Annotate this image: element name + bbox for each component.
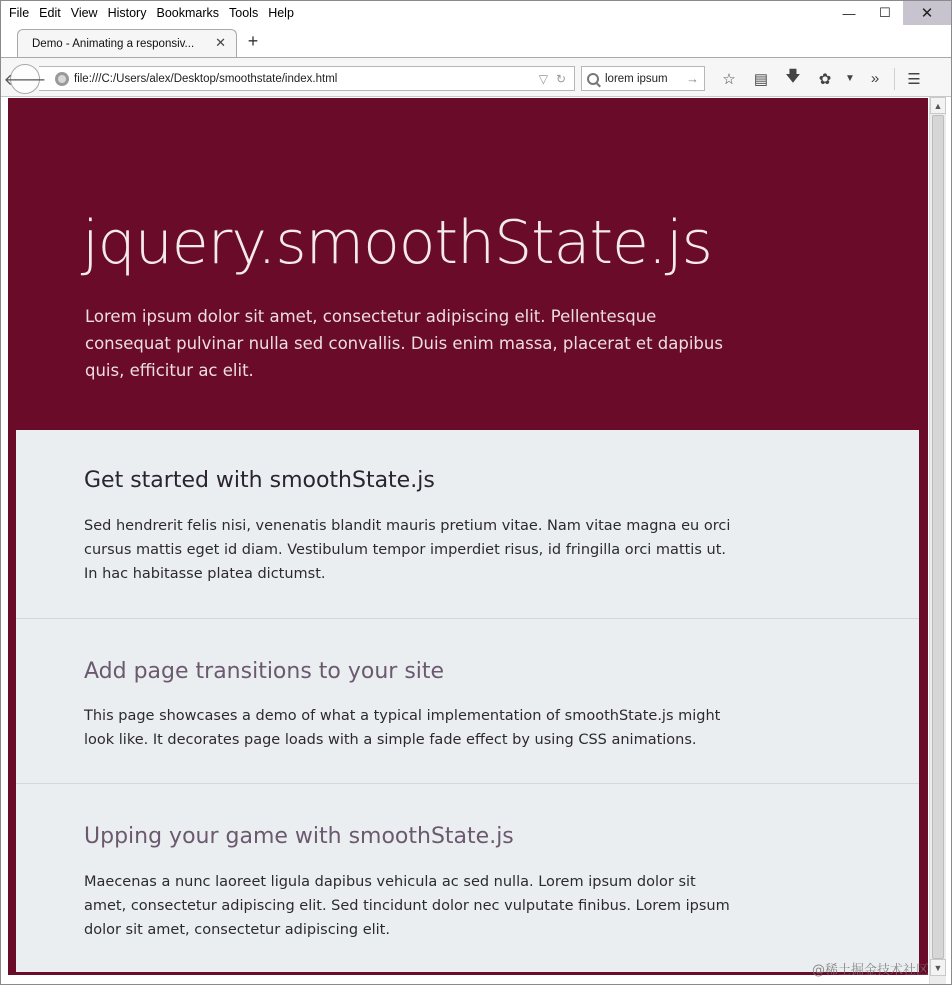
- search-bar[interactable]: [581, 66, 705, 91]
- vertical-scrollbar[interactable]: [929, 97, 946, 984]
- page-body: [8, 98, 928, 975]
- menu-view[interactable]: View: [70, 6, 98, 20]
- window-controls: [831, 1, 951, 25]
- search-icon: [587, 73, 599, 85]
- section-heading: Get started with smoothState.js: [84, 468, 435, 493]
- url-bar[interactable]: [39, 66, 575, 91]
- back-button[interactable]: [3, 64, 47, 94]
- section-body: Maecenas a nunc laoreet ligula dapibus vehicula ac sed nulla. Lorem ipsum dolor sit amet, consectetur adipiscing elit. Sed tincidunt dolor nec vulputate finibus. Lorem ipsum dolor sit amet, consectetur adipiscing elit.: [84, 874, 730, 938]
- url-text[interactable]: file:///C:/Users/alex/Desktop/smoothstate/index.html: [74, 72, 338, 85]
- page-viewport: [1, 97, 951, 984]
- section-get-started: [16, 430, 919, 619]
- search-go-icon[interactable]: →: [686, 71, 699, 86]
- section-heading[interactable]: Upping your game with smoothState.js: [84, 824, 514, 849]
- menu-tools[interactable]: Tools: [229, 6, 259, 20]
- scroll-thumb[interactable]: [932, 115, 944, 959]
- minimize-button[interactable]: [831, 1, 867, 25]
- tab-title: Demo - Animating a responsiv...: [32, 37, 195, 50]
- menu-history[interactable]: History: [107, 6, 147, 20]
- globe-icon: [55, 72, 69, 86]
- navigation-toolbar: [1, 57, 951, 97]
- menu-bar: [1, 1, 951, 25]
- back-arrow-icon: 🡐: [3, 71, 47, 89]
- overflow-chevron-icon[interactable]: »: [870, 70, 880, 87]
- toolbar-separator: [894, 68, 895, 90]
- section-page-transitions: [16, 619, 919, 784]
- section-heading[interactable]: Add page transitions to your site: [84, 659, 445, 684]
- tab-strip: [1, 25, 951, 57]
- scroll-up-icon[interactable]: ▲: [930, 97, 946, 114]
- section-body: This page showcases a demo of what a typical implementation of smoothState.js might look like. It decorates page loads with a simple fade effect by using CSS animations.: [84, 708, 721, 748]
- new-tab-button[interactable]: +: [247, 30, 259, 51]
- menu-edit[interactable]: Edit: [39, 6, 61, 20]
- tab-active[interactable]: [17, 29, 237, 57]
- section-body: Sed hendrerit felis nisi, venenatis blandit mauris pretium vitae. Nam vitae magna eu orci cursus mattis eget id diam. Vestibulum tempor imperdiet risus, id fringilla orci mattis ut. In hac habitasse platea dictumst.: [84, 518, 731, 582]
- dropdown-arrow-icon[interactable]: ▽: [538, 71, 548, 86]
- maximize-icon: ☐: [879, 5, 891, 20]
- menu-file[interactable]: File: [9, 6, 30, 20]
- maximize-button[interactable]: [867, 1, 903, 25]
- url-actions: [539, 72, 574, 86]
- bookmark-star-icon[interactable]: ☆: [722, 70, 736, 88]
- download-icon[interactable]: 🡇: [785, 68, 801, 85]
- content-panel: [16, 430, 919, 972]
- search-input[interactable]: lorem ipsum: [605, 72, 668, 85]
- menu-help[interactable]: Help: [268, 6, 294, 20]
- watermark: @稀土掘金技术社区: [811, 963, 929, 978]
- menu-bookmarks[interactable]: Bookmarks: [156, 6, 220, 20]
- scroll-down-icon[interactable]: ▼: [930, 959, 946, 976]
- hero-lead: Lorem ipsum dolor sit amet, consectetur adipiscing elit. Pellentesque consequat pulvinar nulla sed convallis. Duis enim massa, placerat et dapibus quis, efficitur ac elit.: [85, 307, 723, 380]
- toolbar-icons: [713, 66, 930, 91]
- close-window-button[interactable]: [903, 1, 951, 25]
- addon-icon[interactable]: ✿: [818, 70, 832, 88]
- addon-dropdown-icon[interactable]: ▼: [845, 73, 855, 84]
- section-upping-your-game: [16, 784, 919, 972]
- reading-list-icon[interactable]: ▤: [753, 70, 769, 88]
- tab-close-icon[interactable]: ✕: [215, 35, 226, 50]
- hero-title: jquery.smoothState.js: [82, 208, 712, 278]
- hamburger-menu-icon[interactable]: ☰: [907, 70, 921, 88]
- reload-icon[interactable]: ↻: [555, 71, 566, 86]
- minimize-icon: —: [842, 5, 856, 21]
- close-icon: ✕: [920, 5, 934, 22]
